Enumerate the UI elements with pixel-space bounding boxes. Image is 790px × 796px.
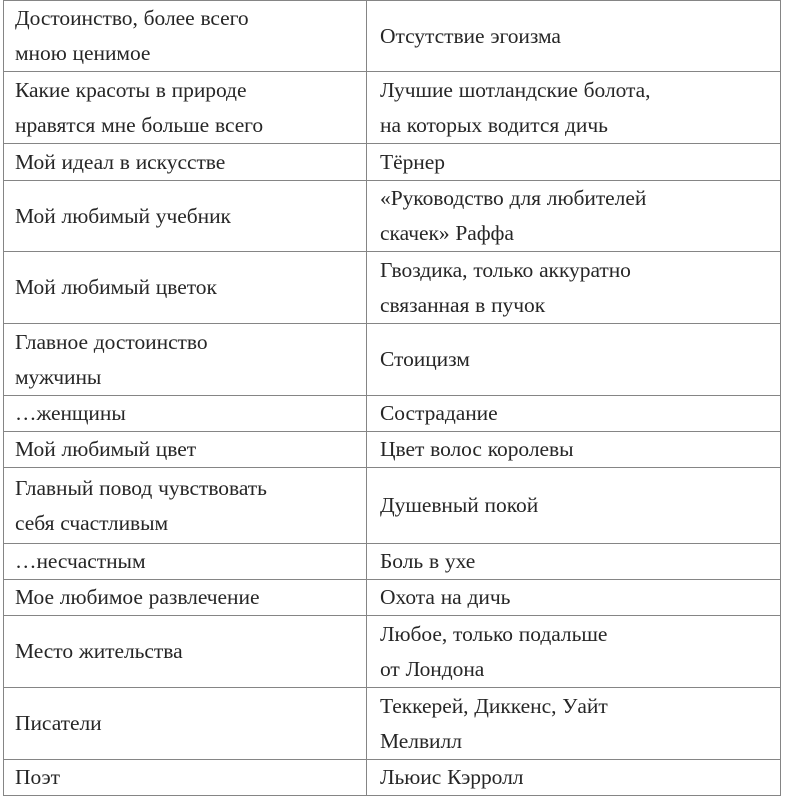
cell-text-line: Любое, только подальше [380,621,608,646]
cell-text-line: Льюис Кэрролл [380,765,524,789]
table-cell-answer [367,760,781,796]
table-cell-question [4,468,367,544]
table-cell-answer [367,252,781,324]
cell-text-line: Лучшие шотландские болота, [380,77,651,102]
table-row [4,616,781,688]
cell-text-line: себя счастливым [15,510,169,535]
table-row [4,468,781,544]
cell-text-line: скачек» Раффа [380,221,514,245]
cell-text-line: «Руководство для любителей [380,186,647,210]
table-row [4,181,781,252]
cell-text-line: Гвоздика, только аккуратно [380,257,631,282]
cell-text-line: на которых водится дичь [380,112,608,137]
cell-text-line: нравятся мне больше всего [15,112,264,137]
cell-text-line: Писатели [15,711,102,735]
cell-text-line: Сострадание [380,401,498,425]
table-cell-question [4,760,367,796]
table-cell-answer [367,72,781,144]
table-cell-question [4,544,367,580]
cell-text-line: Душевный покой [380,493,539,517]
table-cell-question [4,688,367,760]
cell-text-line: Боль в ухе [380,549,476,573]
cell-text-line: Поэт [15,765,60,789]
cell-text-line: Главное достоинство [15,329,208,354]
table-cell-question [4,1,367,72]
table-cell-answer [367,396,781,432]
cell-text-line: Какие красоты в природе [15,77,247,102]
cell-text-line: Цвет волос королевы [380,437,574,461]
table-cell-question [4,252,367,324]
table-cell-question [4,616,367,688]
table-cell-answer [367,544,781,580]
cell-text-line: Место жительства [15,639,183,663]
table-cell-answer [367,468,781,544]
table-cell-answer [367,144,781,181]
cell-text-line: Охота на дичь [380,585,511,609]
cell-text-line: …женщины [15,401,126,425]
table-row [4,432,781,468]
cell-text-line: связанная в пучок [380,292,546,317]
cell-text-line: Мой идеал в искусстве [15,149,226,174]
cell-text-line: Отсутствие эгоизма [380,23,561,48]
cell-text-line: Теккерей, Диккенс, Уайт [380,693,608,718]
cell-text-line: Достоинство, более всего [15,6,249,30]
table-row [4,1,781,72]
table-cell-question [4,432,367,468]
cell-text-line: Мое любимое развлечение [15,585,260,609]
table-cell-question [4,580,367,616]
table-cell-answer [367,580,781,616]
table-cell-question [4,144,367,181]
cell-text-line: мужчины [15,364,102,389]
table-cell-answer [367,181,781,252]
cell-text-line: Мой любимый цвет [15,437,197,461]
table-cell-question [4,324,367,396]
cell-text-line: Мой любимый цветок [15,275,217,299]
cell-text-line: Стоицизм [380,347,470,371]
questionnaire-table-body [4,1,781,796]
table-row [4,688,781,760]
table-cell-question [4,72,367,144]
table-cell-question [4,396,367,432]
cell-text-line: …несчастным [15,549,146,573]
table-cell-answer [367,616,781,688]
cell-text-line: от Лондона [380,656,485,681]
cell-text-line: Главный повод чувствовать [15,475,267,500]
table-cell-answer [367,1,781,72]
table-cell-question [4,181,367,252]
cell-text-line: мною ценимое [15,41,151,65]
table-cell-answer [367,324,781,396]
table-row [4,580,781,616]
table-row [4,324,781,396]
questionnaire-table [3,0,781,796]
table-row [4,252,781,324]
table-row [4,544,781,580]
table-row [4,396,781,432]
table-row [4,72,781,144]
table-row [4,144,781,181]
cell-text-line: Мой любимый учебник [15,203,231,228]
table-cell-answer [367,432,781,468]
table-row [4,760,781,796]
table-cell-answer [367,688,781,760]
cell-text-line: Тёрнер [380,149,445,174]
cell-text-line: Мелвилл [380,728,462,753]
